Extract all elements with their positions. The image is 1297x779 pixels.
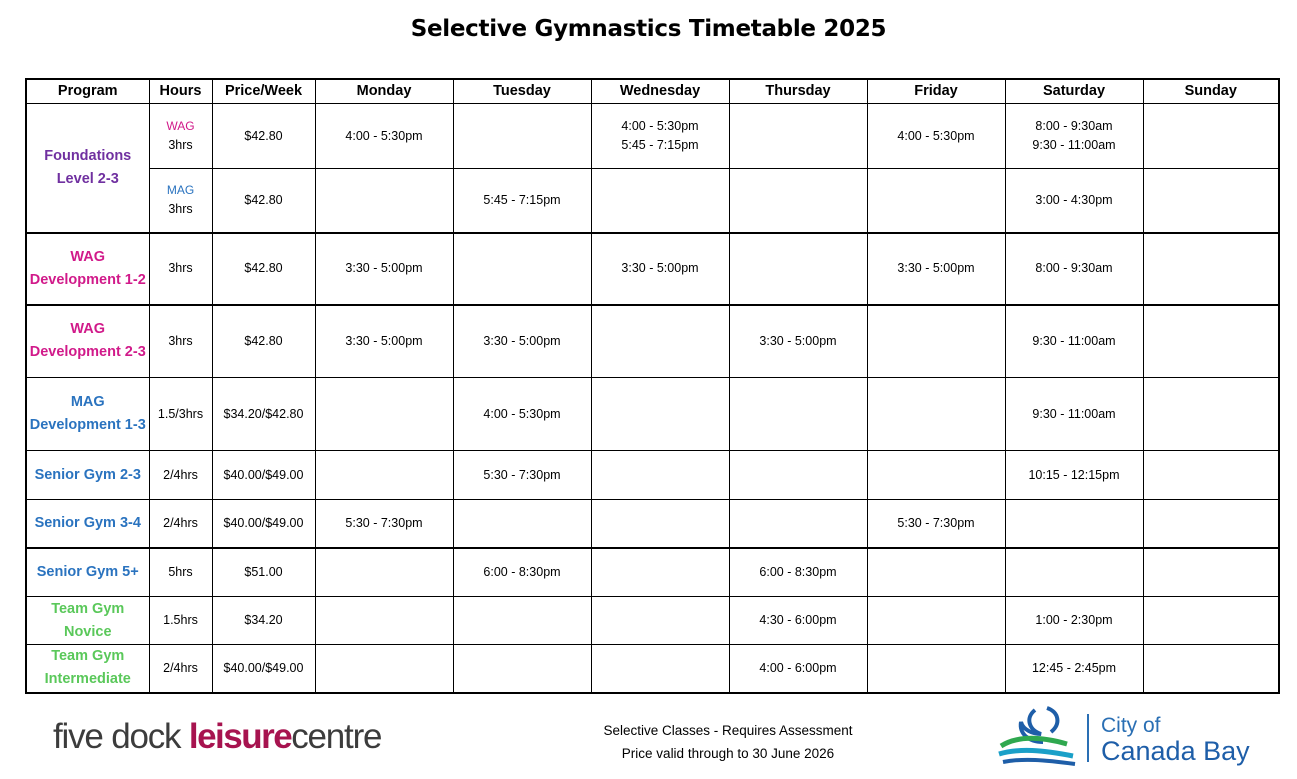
saturday-cell xyxy=(1005,500,1143,548)
wednesday-cell xyxy=(591,104,729,169)
header-tuesday: Tuesday xyxy=(453,79,591,104)
program-name: Team Gym Novice xyxy=(26,597,149,645)
tuesday-cell: 4:00 - 5:30pm xyxy=(453,378,591,451)
sunday-cell xyxy=(1143,233,1279,305)
wednesday-cell xyxy=(591,645,729,693)
tuesday-cell xyxy=(453,500,591,548)
price-validity-note: Price valid through to 30 June 2026 xyxy=(621,746,835,761)
tuesday-cell: 5:30 - 7:30pm xyxy=(453,451,591,500)
sunday-cell xyxy=(1143,500,1279,548)
sunday-cell xyxy=(1143,305,1279,378)
saturday-cell xyxy=(1005,548,1143,597)
price-cell: $40.00/$49.00 xyxy=(212,500,315,548)
header-sunday: Sunday xyxy=(1143,79,1279,104)
wednesday-cell: 3:30 - 5:00pm xyxy=(591,233,729,305)
logo-text-leisure: leisure xyxy=(188,717,292,756)
friday-cell: 4:00 - 5:30pm xyxy=(867,104,1005,169)
wednesday-cell xyxy=(591,169,729,233)
thursday-cell xyxy=(729,378,867,451)
header-wednesday: Wednesday xyxy=(591,79,729,104)
thursday-cell xyxy=(729,104,867,169)
price-cell: $34.20 xyxy=(212,597,315,645)
header-friday: Friday xyxy=(867,79,1005,104)
tuesday-cell xyxy=(453,104,591,169)
monday-cell: 5:30 - 7:30pm xyxy=(315,500,453,548)
friday-cell xyxy=(867,597,1005,645)
tuesday-cell xyxy=(453,597,591,645)
mag-tag: MAG xyxy=(166,183,195,198)
wednesday-cell xyxy=(591,500,729,548)
tuesday-cell xyxy=(453,645,591,693)
program-name: Senior Gym 3-4 xyxy=(26,500,149,548)
program-name: Senior Gym 2-3 xyxy=(26,451,149,500)
hours-cell xyxy=(149,169,212,233)
program-name: MAG Development 1-3 xyxy=(26,378,149,451)
table-row xyxy=(26,548,1279,597)
program-name: WAG Development 1-2 xyxy=(26,233,149,305)
price-cell: $42.80 xyxy=(212,104,315,169)
wag-tag: WAG xyxy=(166,119,195,133)
price-cell: $42.80 xyxy=(212,233,315,305)
logo-text-city-of: City of xyxy=(1101,714,1161,737)
canada-bay-emblem-icon xyxy=(995,704,1085,770)
hours-value: 3hrs xyxy=(168,202,193,217)
time-slot: 8:00 - 9:30am xyxy=(1035,119,1113,133)
assessment-note: Selective Classes - Requires Assessment xyxy=(603,723,853,738)
saturday-cell: 12:45 - 2:45pm xyxy=(1005,645,1143,693)
hours-cell: 3hrs xyxy=(149,233,212,305)
friday-cell xyxy=(867,548,1005,597)
five-dock-leisure-centre-logo xyxy=(53,717,381,757)
friday-cell xyxy=(867,305,1005,378)
price-cell: $42.80 xyxy=(212,305,315,378)
thursday-cell: 3:30 - 5:00pm xyxy=(729,305,867,378)
saturday-cell: 1:00 - 2:30pm xyxy=(1005,597,1143,645)
footer-notes xyxy=(528,719,928,765)
wednesday-cell xyxy=(591,597,729,645)
table-row xyxy=(26,169,1279,233)
friday-cell xyxy=(867,645,1005,693)
program-name: WAG Development 2-3 xyxy=(26,305,149,378)
hours-cell: 1.5/3hrs xyxy=(149,378,212,451)
price-cell: $42.80 xyxy=(212,169,315,233)
hours-value: 3hrs xyxy=(168,138,193,152)
sunday-cell xyxy=(1143,451,1279,500)
table-row xyxy=(26,378,1279,451)
saturday-cell: 10:15 - 12:15pm xyxy=(1005,451,1143,500)
monday-cell xyxy=(315,548,453,597)
logo-text-centre: centre xyxy=(291,717,382,756)
tuesday-cell xyxy=(453,233,591,305)
table-row xyxy=(26,233,1279,305)
saturday-cell: 9:30 - 11:00am xyxy=(1005,378,1143,451)
thursday-cell xyxy=(729,500,867,548)
wednesday-cell xyxy=(591,378,729,451)
logo-text-five-dock: five dock xyxy=(53,717,189,756)
saturday-cell: 8:00 - 9:30am xyxy=(1005,233,1143,305)
table-row xyxy=(26,104,1279,169)
monday-cell xyxy=(315,378,453,451)
program-name: Team Gym Intermediate xyxy=(26,645,149,693)
program-name: Foundations Level 2-3 xyxy=(26,104,149,233)
hours-cell xyxy=(149,104,212,169)
monday-cell xyxy=(315,645,453,693)
tuesday-cell: 5:45 - 7:15pm xyxy=(453,169,591,233)
thursday-cell xyxy=(729,451,867,500)
hours-cell: 1.5hrs xyxy=(149,597,212,645)
hours-cell: 2/4hrs xyxy=(149,645,212,693)
table-row xyxy=(26,500,1279,548)
page-title: Selective Gymnastics Timetable 2025 xyxy=(410,16,887,42)
monday-cell xyxy=(315,169,453,233)
sunday-cell xyxy=(1143,548,1279,597)
hours-cell: 3hrs xyxy=(149,305,212,378)
program-name: Senior Gym 5+ xyxy=(26,548,149,597)
hours-cell: 2/4hrs xyxy=(149,500,212,548)
thursday-cell: 4:30 - 6:00pm xyxy=(729,597,867,645)
tuesday-cell: 6:00 - 8:30pm xyxy=(453,548,591,597)
price-cell: $40.00/$49.00 xyxy=(212,451,315,500)
table-row xyxy=(26,597,1279,645)
friday-cell xyxy=(867,169,1005,233)
header-row xyxy=(26,79,1279,104)
header-program: Program xyxy=(26,79,149,104)
monday-cell: 3:30 - 5:00pm xyxy=(315,305,453,378)
table-row xyxy=(26,305,1279,378)
header-price: Price/Week xyxy=(212,79,315,104)
table-row xyxy=(26,451,1279,500)
tuesday-cell: 3:30 - 5:00pm xyxy=(453,305,591,378)
logo-text-canada-bay: Canada Bay xyxy=(1101,736,1250,766)
saturday-cell xyxy=(1005,104,1143,169)
price-cell: $40.00/$49.00 xyxy=(212,645,315,693)
wednesday-cell xyxy=(591,451,729,500)
timetable xyxy=(25,78,1280,694)
header-saturday: Saturday xyxy=(1005,79,1143,104)
monday-cell: 3:30 - 5:00pm xyxy=(315,233,453,305)
hours-cell: 5hrs xyxy=(149,548,212,597)
hours-cell: 2/4hrs xyxy=(149,451,212,500)
monday-cell xyxy=(315,597,453,645)
table-row xyxy=(26,645,1279,693)
friday-cell xyxy=(867,451,1005,500)
wednesday-cell xyxy=(591,305,729,378)
thursday-cell xyxy=(729,169,867,233)
time-slot: 4:00 - 5:30pm xyxy=(621,119,699,133)
saturday-cell: 9:30 - 11:00am xyxy=(1005,305,1143,378)
saturday-cell: 3:00 - 4:30pm xyxy=(1005,169,1143,233)
friday-cell: 3:30 - 5:00pm xyxy=(867,233,1005,305)
monday-cell: 4:00 - 5:30pm xyxy=(315,104,453,169)
friday-cell xyxy=(867,378,1005,451)
thursday-cell: 4:00 - 6:00pm xyxy=(729,645,867,693)
sunday-cell xyxy=(1143,645,1279,693)
header-monday: Monday xyxy=(315,79,453,104)
sunday-cell xyxy=(1143,104,1279,169)
price-cell: $34.20/$42.80 xyxy=(212,378,315,451)
logo-divider xyxy=(1087,714,1089,762)
friday-cell: 5:30 - 7:30pm xyxy=(867,500,1005,548)
header-thursday: Thursday xyxy=(729,79,867,104)
thursday-cell xyxy=(729,233,867,305)
thursday-cell: 6:00 - 8:30pm xyxy=(729,548,867,597)
price-cell: $51.00 xyxy=(212,548,315,597)
wednesday-cell xyxy=(591,548,729,597)
sunday-cell xyxy=(1143,378,1279,451)
sunday-cell xyxy=(1143,597,1279,645)
time-slot: 9:30 - 11:00am xyxy=(1032,138,1116,152)
monday-cell xyxy=(315,451,453,500)
header-hours: Hours xyxy=(149,79,212,104)
city-of-canada-bay-logo xyxy=(995,702,1280,772)
sunday-cell xyxy=(1143,169,1279,233)
time-slot: 5:45 - 7:15pm xyxy=(621,138,699,152)
